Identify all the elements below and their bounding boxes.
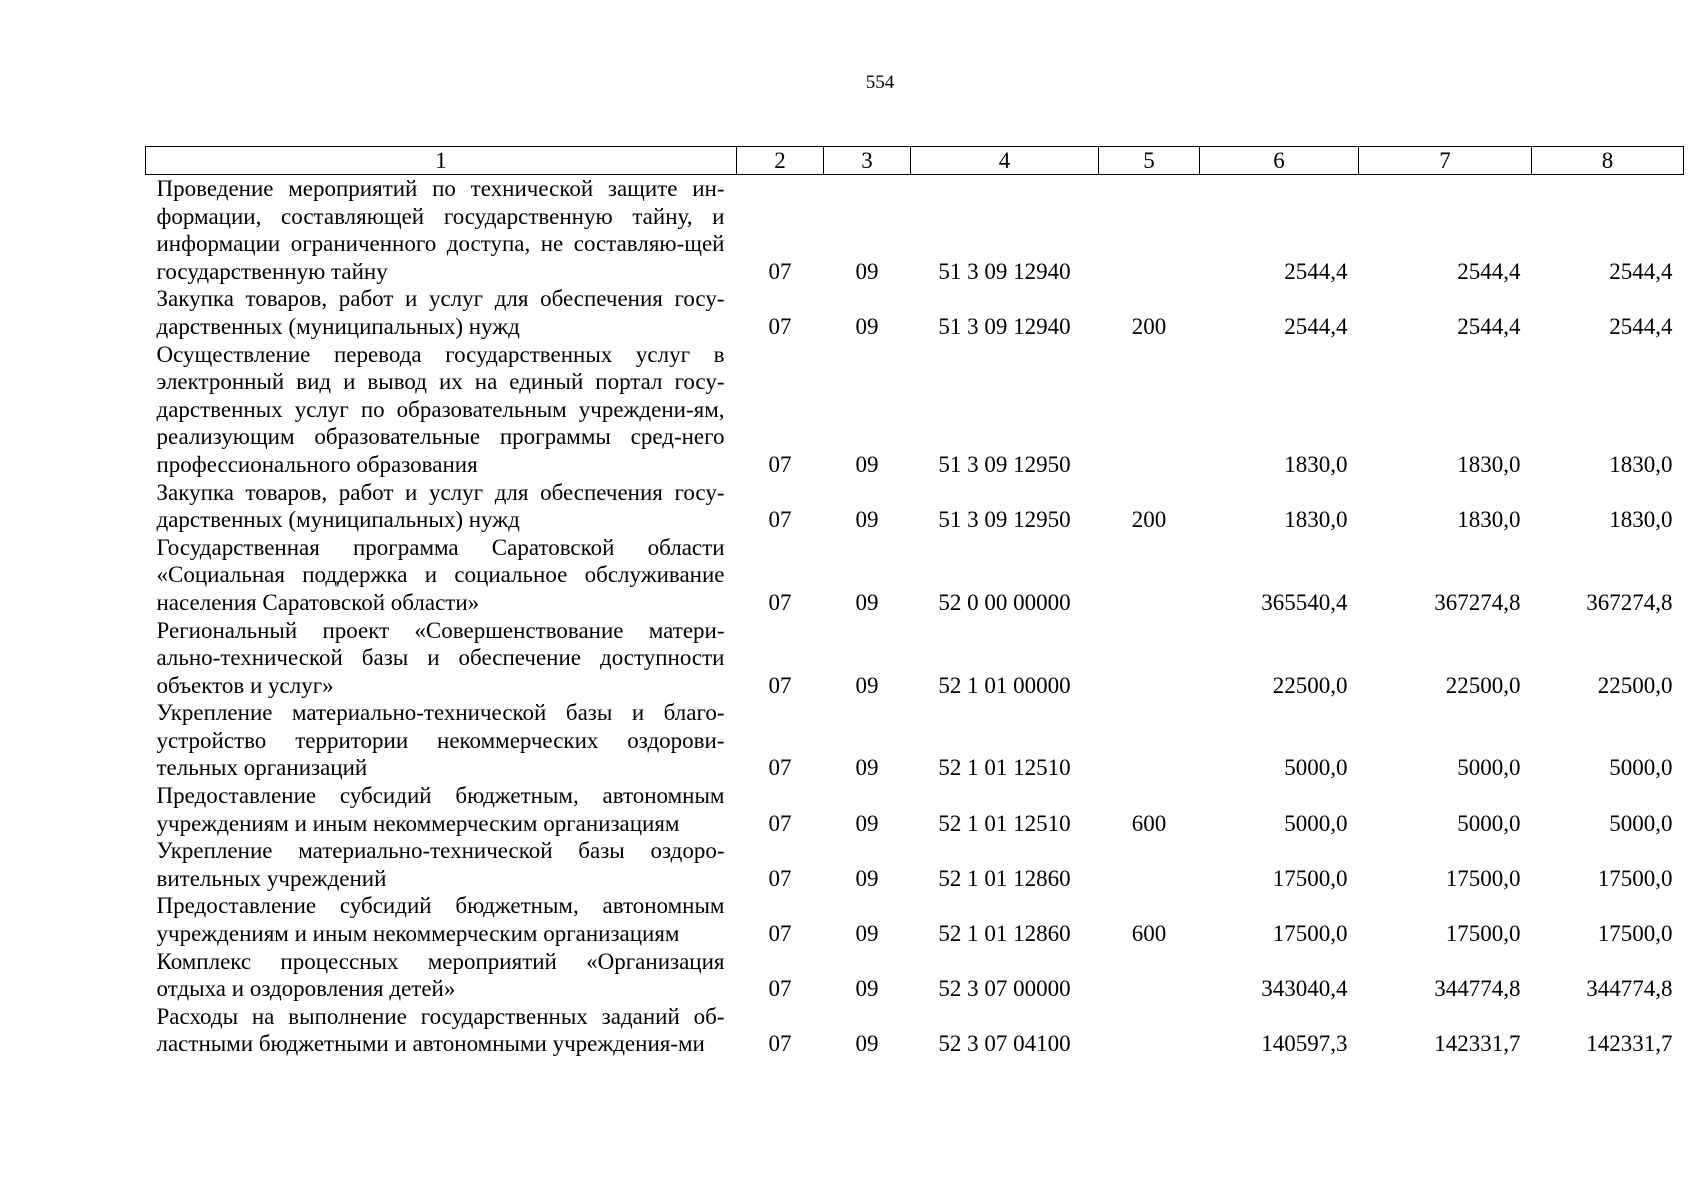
row-section: 07 xyxy=(768,589,792,615)
column-header-6: 6 xyxy=(1200,147,1359,175)
row-target-code: 51 3 09 12940 xyxy=(938,258,1071,284)
budget-table xyxy=(145,146,1684,1058)
row-expense-type: 200 xyxy=(1131,507,1167,533)
row-subsection: 09 xyxy=(855,313,879,339)
header-row xyxy=(146,147,1684,175)
row-amount-7: 17500,0 xyxy=(1445,865,1521,891)
row-subsection: 09 xyxy=(855,1031,879,1057)
row-amount-7: 1830,0 xyxy=(1457,451,1521,477)
table-row xyxy=(146,617,1684,700)
row-section: 07 xyxy=(768,507,792,533)
row-section: 07 xyxy=(768,451,792,477)
row-section: 07 xyxy=(768,976,792,1002)
row-amount-7: 2544,4 xyxy=(1457,258,1521,284)
row-amount-8: 17500,0 xyxy=(1597,921,1673,947)
row-amount-6: 2544,4 xyxy=(1284,258,1348,284)
table-header xyxy=(146,147,1684,175)
row-target-code: 52 1 01 12860 xyxy=(938,865,1071,891)
row-amount-7: 5000,0 xyxy=(1457,755,1521,781)
row-subsection: 09 xyxy=(855,507,879,533)
row-name: Расходы на выполнение государственных заданий об-ластными бюджетными и автономными учреждения-ми xyxy=(156,1003,725,1057)
column-header-2: 2 xyxy=(737,147,824,175)
row-amount-6: 5000,0 xyxy=(1284,755,1348,781)
row-name: Закупка товаров, работ и услуг для обеспечения госу-дарственных (муниципальных) нужд xyxy=(156,479,725,533)
row-expense-type xyxy=(1099,175,1200,286)
table-row xyxy=(146,782,1684,837)
row-target-code: 52 0 00 00000 xyxy=(938,589,1071,615)
row-name: Предоставление субсидий бюджетным, автономным учреждениям и иным некоммерческим организациям xyxy=(156,783,725,836)
row-amount-8: 1830,0 xyxy=(1609,507,1673,533)
row-name: Региональный проект «Совершенствование матери-ально-технической базы и обеспечение доступности объектов и услуг» xyxy=(156,617,725,698)
row-amount-8: 367274,8 xyxy=(1586,589,1673,615)
row-target-code: 52 1 01 00000 xyxy=(938,672,1071,698)
row-amount-8: 5000,0 xyxy=(1609,810,1673,836)
row-amount-7: 1830,0 xyxy=(1457,507,1521,533)
row-subsection: 09 xyxy=(855,976,879,1002)
row-target-code: 51 3 09 12940 xyxy=(938,313,1071,339)
row-target-code: 52 1 01 12510 xyxy=(938,755,1071,781)
table-body xyxy=(146,175,1684,1059)
row-name: Осуществление перевода государственных услуг в электронный вид и вывод их на единый портал госу-дарственных услуг по образовательным учреждени-ям, реализующим образовательные программы сред-него профессионального образования xyxy=(156,341,725,477)
row-amount-6: 17500,0 xyxy=(1272,865,1348,891)
row-name: Комплекс процессных мероприятий «Организация отдыха и оздоровления детей» xyxy=(156,948,725,1002)
table-row xyxy=(146,837,1684,892)
table-row xyxy=(146,341,1684,479)
column-header-7: 7 xyxy=(1359,147,1532,175)
column-header-4: 4 xyxy=(911,147,1099,175)
row-target-code: 52 1 01 12860 xyxy=(938,921,1071,947)
row-name: Закупка товаров, работ и услуг для обеспечения госу-дарственных (муниципальных) нужд xyxy=(156,286,725,339)
row-amount-7: 367274,8 xyxy=(1434,589,1521,615)
page-number: 554 xyxy=(865,72,895,93)
row-name: Государственная программа Саратовской области «Социальная поддержка и социальное обслуживание населения Саратовской области» xyxy=(156,534,725,615)
row-subsection: 09 xyxy=(855,921,879,947)
row-expense-type xyxy=(1099,534,1200,617)
row-name: Предоставление субсидий бюджетным, автономным учреждениям и иным некоммерческим организациям xyxy=(156,893,725,947)
row-expense-type xyxy=(1099,1003,1200,1058)
row-section: 07 xyxy=(768,313,792,339)
row-expense-type xyxy=(1099,617,1200,700)
table-row xyxy=(146,479,1684,534)
row-name: Укрепление материально-технической базы оздоро-вительных учреждений xyxy=(156,838,725,891)
row-amount-8: 17500,0 xyxy=(1597,865,1673,891)
row-amount-6: 365540,4 xyxy=(1261,589,1348,615)
row-amount-7: 5000,0 xyxy=(1457,810,1521,836)
row-amount-8: 5000,0 xyxy=(1609,755,1673,781)
row-section: 07 xyxy=(768,810,792,836)
column-header-8: 8 xyxy=(1532,147,1684,175)
column-header-3: 3 xyxy=(824,147,911,175)
table-row xyxy=(146,285,1684,340)
row-expense-type: 600 xyxy=(1131,921,1167,947)
row-amount-6: 1830,0 xyxy=(1284,451,1348,477)
row-amount-8: 344774,8 xyxy=(1586,976,1673,1002)
row-amount-8: 2544,4 xyxy=(1609,313,1673,339)
row-section: 07 xyxy=(768,258,792,284)
row-amount-7: 2544,4 xyxy=(1457,313,1521,339)
row-expense-type xyxy=(1099,341,1200,479)
table-row xyxy=(146,892,1684,947)
column-header-5: 5 xyxy=(1099,147,1200,175)
row-amount-7: 17500,0 xyxy=(1445,921,1521,947)
row-name: Проведение мероприятий по технической защите ин-формации, составляющей государственную тайну, и информации ограниченного доступа, не составляю-щей государственную тайну xyxy=(156,176,725,284)
row-expense-type xyxy=(1099,837,1200,892)
row-expense-type xyxy=(1099,948,1200,1003)
row-section: 07 xyxy=(768,672,792,698)
row-section: 07 xyxy=(768,865,792,891)
row-target-code: 52 3 07 00000 xyxy=(938,976,1071,1002)
row-name: Укрепление материально-технической базы и благо-устройство территории некоммерческих оздорови-тельных организаций xyxy=(156,700,725,781)
row-amount-6: 2544,4 xyxy=(1284,313,1348,339)
row-amount-8: 1830,0 xyxy=(1609,451,1673,477)
row-target-code: 51 3 09 12950 xyxy=(938,507,1071,533)
column-header-1: 1 xyxy=(146,147,737,175)
table-row xyxy=(146,948,1684,1003)
row-amount-7: 344774,8 xyxy=(1434,976,1521,1002)
row-subsection: 09 xyxy=(855,589,879,615)
row-section: 07 xyxy=(768,755,792,781)
row-section: 07 xyxy=(768,921,792,947)
row-amount-6: 1830,0 xyxy=(1284,507,1348,533)
table-row xyxy=(146,175,1684,286)
row-expense-type: 600 xyxy=(1131,810,1167,836)
row-subsection: 09 xyxy=(855,810,879,836)
row-expense-type: 200 xyxy=(1131,313,1167,339)
table-row xyxy=(146,699,1684,782)
row-target-code: 52 1 01 12510 xyxy=(938,810,1071,836)
row-subsection: 09 xyxy=(855,755,879,781)
row-amount-8: 22500,0 xyxy=(1597,672,1673,698)
row-amount-7: 142331,7 xyxy=(1434,1031,1521,1057)
row-amount-7: 22500,0 xyxy=(1445,672,1521,698)
row-amount-6: 5000,0 xyxy=(1284,810,1348,836)
row-subsection: 09 xyxy=(855,672,879,698)
row-target-code: 52 3 07 04100 xyxy=(938,1031,1071,1057)
row-amount-6: 22500,0 xyxy=(1272,672,1348,698)
row-amount-6: 343040,4 xyxy=(1261,976,1348,1002)
row-amount-6: 140597,3 xyxy=(1261,1031,1348,1057)
row-amount-8: 2544,4 xyxy=(1609,258,1673,284)
row-subsection: 09 xyxy=(855,451,879,477)
row-subsection: 09 xyxy=(855,865,879,891)
table-row xyxy=(146,1003,1684,1058)
row-subsection: 09 xyxy=(855,258,879,284)
table-row xyxy=(146,534,1684,617)
row-amount-6: 17500,0 xyxy=(1272,921,1348,947)
row-expense-type xyxy=(1099,699,1200,782)
row-section: 07 xyxy=(768,1031,792,1057)
row-amount-8: 142331,7 xyxy=(1586,1031,1673,1057)
row-target-code: 51 3 09 12950 xyxy=(938,451,1071,477)
